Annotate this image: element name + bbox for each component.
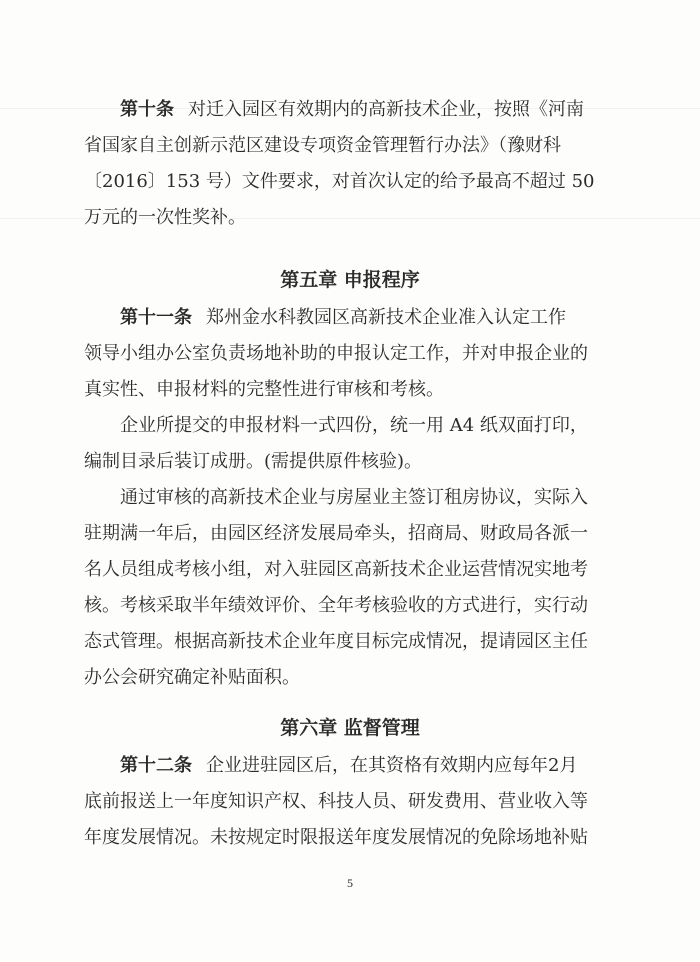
text-line: 万元的一次性奖补。 bbox=[84, 207, 246, 228]
text-line: 领导小组办公室负责场地补助的申报认定工作，并对申报企业的 bbox=[84, 343, 588, 364]
page-number: 5 bbox=[347, 876, 353, 890]
text-line: 郑州金水科教园区高新技术企业准入认定工作 bbox=[206, 307, 566, 328]
text-line: 名人员组成考核小组，对入驻园区高新技术企业运营情况实地考 bbox=[84, 559, 588, 580]
text-line: 底前报送上一年度知识产权、科技人员、研发费用、营业收入等 bbox=[84, 791, 588, 812]
text-line: 核。考核采取半年绩效评价、全年考核验收的方式进行，实行动 bbox=[84, 595, 588, 616]
article-label: 第十二条 bbox=[120, 755, 192, 776]
text-line: 态式管理。根据高新技术企业年度目标完成情况，提请园区主任 bbox=[84, 631, 588, 652]
text-line: 企业进驻园区后，在其资格有效期内应每年2月 bbox=[206, 755, 578, 776]
article-10-first-line bbox=[84, 92, 614, 128]
article-11-first-line bbox=[84, 300, 614, 336]
text-line: 驻期满一年后，由园区经济发展局牵头，招商局、财政局各派一 bbox=[84, 523, 588, 544]
text-line: 〔2016〕153 号）文件要求，对首次认定的给予最高不超过 50 bbox=[84, 171, 595, 192]
article-12-first-line bbox=[84, 748, 614, 784]
text-line: 对迁入园区有效期内的高新技术企业，按照《河南 bbox=[188, 99, 584, 120]
paragraph-materials bbox=[84, 408, 614, 480]
chapter-heading: 第六章 监督管理 bbox=[280, 717, 420, 739]
text-line: 通过审核的高新技术企业与房屋业主签订租房协议，实际入 bbox=[120, 487, 588, 508]
text-line: 编制目录后装订成册。(需提供原件核验)。 bbox=[84, 451, 423, 472]
paragraph-review bbox=[84, 480, 614, 696]
article-10 bbox=[84, 92, 614, 236]
article-11 bbox=[84, 300, 614, 408]
text-line: 办公会研究确定补贴面积。 bbox=[84, 667, 300, 688]
chapter-heading: 第五章 申报程序 bbox=[280, 269, 420, 291]
text-line: 真实性、申报材料的完整性进行审核和考核。 bbox=[84, 379, 444, 400]
article-label: 第十条 bbox=[120, 99, 174, 120]
text-line: 年度发展情况。未按规定时限报送年度发展情况的免除场地补贴 bbox=[84, 827, 588, 848]
article-label: 第十一条 bbox=[120, 307, 192, 328]
text-line: 企业所提交的申报材料一式四份，统一用 A4 纸双面打印， bbox=[120, 415, 588, 436]
text-line: 省国家自主创新示范区建设专项资金管理暂行办法》（豫财科 bbox=[84, 135, 561, 156]
article-12 bbox=[84, 748, 614, 856]
